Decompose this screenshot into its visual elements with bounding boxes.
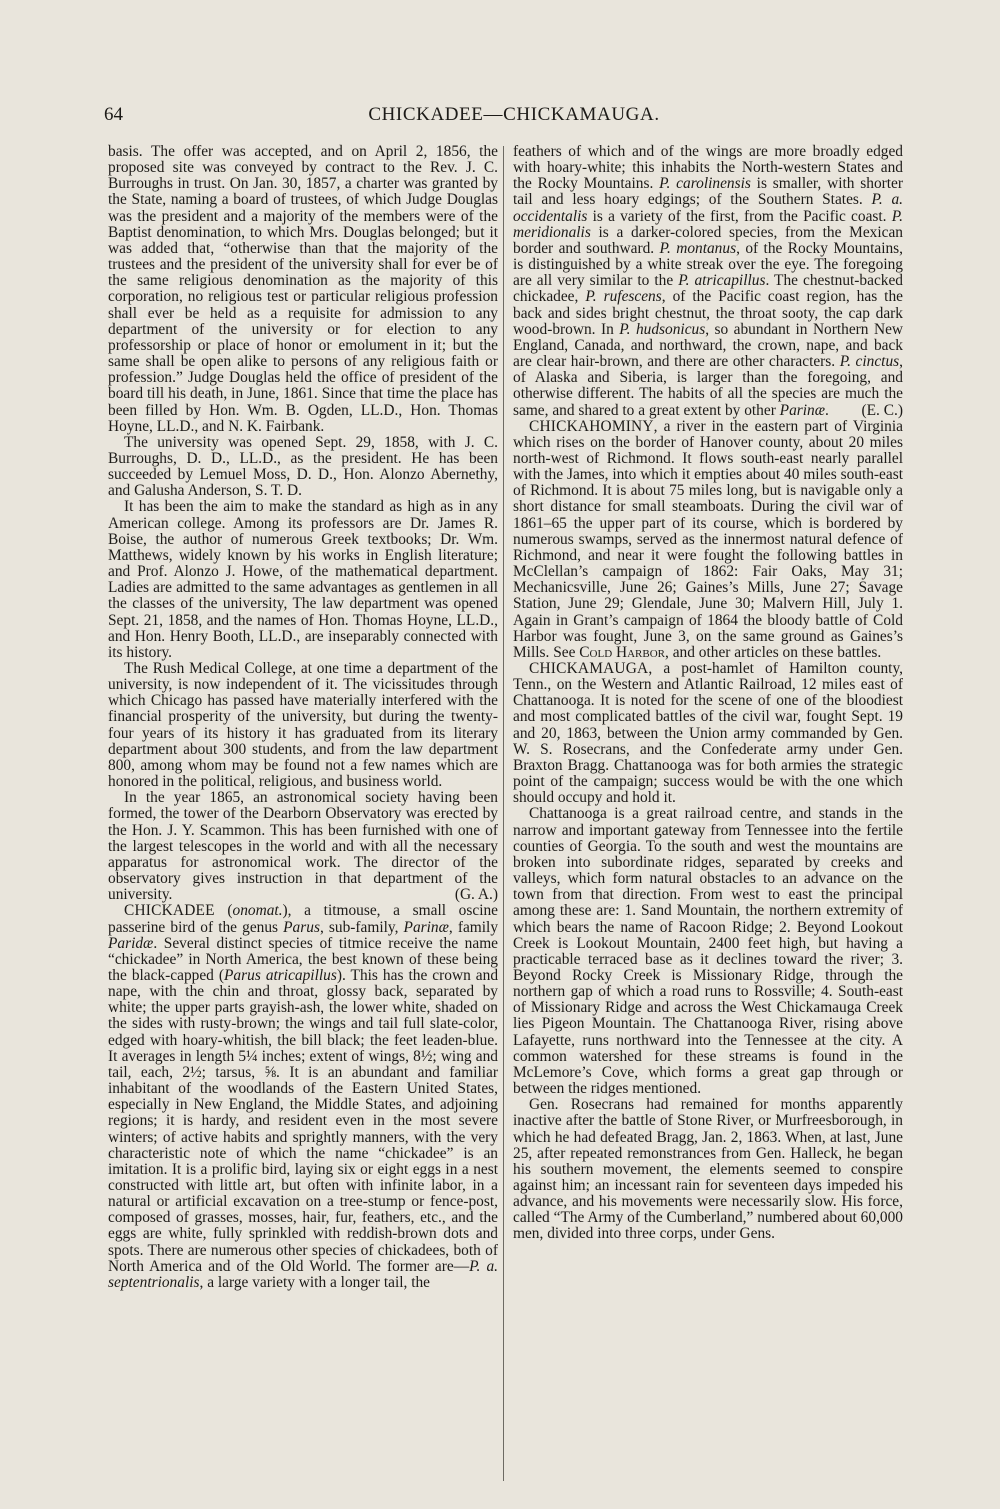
author-initials: (G. A.) — [454, 886, 498, 904]
species-name: P. meridionalis — [513, 207, 903, 241]
species-name: P. a. occidentalis — [513, 191, 903, 225]
page-number: 64 — [104, 104, 123, 125]
author-initials: (E. C.) — [861, 401, 903, 419]
entry-headword: CHICKAHOMINY — [529, 417, 654, 435]
entry-chickadee: CHICKADEE (onomat.), a titmouse, a small oscine passerine bird of the genus Parus, sub-family, Parinæ, family Paridæ. Several distinct species of titmice receive the name “chickadee” in North America, the best known of these being the black-capped (Parus atricapillus). This has the crown and nape, with the chin and throat, glossy back, separated by white; the upper parts grayish-ash, the lower white, shaded on the sides with rusty-brown; the wings and tail full slate-color, edged with hoary-whitish, the bill black; the feet leaden-blue. It averages in length 5¼ inches; extent of wings, 8½; wing and tail, each, 2½; tarsus, ⅝. It is an abundant and familiar inhabitant of the woodlands of the Eastern United States, especially in New England, the Middle States, and adjoining regions; it is hardy, and resident even in the most severe winters; of active habits and sprightly manners, with the very characteristic note of which the name “chickadee” is an imitation. It is a prolific bird, laying six or eight eggs in a nest constructed with little art, but often with infinite labor, in a natural or artificial excavation on a tree-stump or fence-post, composed of grasses, mosses, hair, fur, feathers, etc., and the eggs are white, fully sprinkled with reddish-brown dots and spots. There are numerous other species of chickadees, both of North America and of the Old World. The former are—P. a. septentrionalis, a large variety with a longer tail, the — [108, 902, 498, 1291]
left-column — [108, 144, 498, 1489]
entry-headword: CHICKADEE — [124, 902, 215, 920]
paragraph: Chattanooga is a great railroad centre, and stands in the narrow and important gateway from Tennessee into the fertile counties of Georgia. To the south and west the mountains are broken into subordinate ridges, separated by creeks and valleys, which form natural obstacles to an advance on the town from that direction. From west to east the principal among these are: 1. Sand Mountain, the northern extremity of which bears the name of Racoon Ridge; 2. Beyond Lookout Creek is Lookout Mountain, 2400 feet high, but having a practicable terraced base as it declines toward the river; 3. Beyond Rocky Creek is Missionary Ridge, through the northern gap of which a road runs to Rossville; 4. South-east of Missionary Ridge and across the West Chickamauga Creek lies Pigeon Mountain. The Chattanooga River, rising above Lafayette, runs northward into the Tennessee at the city. A common watershed for these streams is found in the McLemore’s Cove, which forms a great gap through or between the ridges mentioned. — [513, 805, 903, 1098]
entry-text: , family — [448, 918, 498, 936]
entry-text: , so abundant in Northern New England, Canada, and northward, the crown, nape, and back are clear hair-brown, and there are other characters. — [513, 320, 903, 371]
paragraph — [108, 790, 498, 903]
entry-headword: CHICKAMAUGA — [529, 660, 649, 677]
entry-text: , sub-family, — [319, 918, 404, 936]
entry-text: , a post-hamlet of Hamilton county, Tenn., on the Western and Atlantic Railroad, 12 miles east of Chattanooga. It is noted for the scene of one of the bloodiest and most complicated battles of the civil war, fought Sept. 19 and 20, 1863, between the Union army commanded by Gen. W. S. Rosecrans, and the Confederate army under Gen. Braxton Bragg. Chattanooga was for both armies the strategic point of the campaign; success would be with the one which should occupy and hold it. — [513, 660, 903, 807]
species-name: P. montanus — [659, 239, 737, 257]
subfamily-name: Parinæ — [779, 401, 825, 419]
species-name: Parus atricapillus — [224, 966, 337, 984]
entry-text: , a large variety with a longer tail, the — [199, 1273, 430, 1291]
subfamily-name: Parinæ — [403, 918, 449, 936]
entry-text: is smaller, with shorter tail and less hoary edgings; of the Southern States. — [513, 175, 903, 209]
entry-text: feathers of which and of the wings are more broadly edged with hoary-white; this inhabits the North-western States and the Rocky Mountains. — [513, 144, 903, 193]
etymology: onomat. — [232, 902, 283, 920]
page-header — [104, 104, 924, 136]
species-name: P. atricapillus — [678, 272, 766, 290]
entry-text: . — [825, 401, 829, 419]
species-name: P. cinctus — [839, 353, 900, 371]
species-name: P. rufescens — [585, 288, 662, 306]
running-head: CHICKADEE—CHICKAMAUGA. — [368, 104, 660, 125]
family-name: Paridæ — [108, 934, 154, 952]
species-name: P. a. septentrionalis — [108, 1257, 498, 1291]
entry-text: ), a titmouse, a small oscine passerine bird of the genus — [108, 902, 498, 936]
column-divider — [503, 146, 504, 1481]
species-name: P. carolinensis — [659, 175, 751, 193]
entry-text: , of the Rocky Mountains, is distinguished by a white streak over the eye. The foregoing are all very similar to the — [513, 239, 903, 290]
entry-text: , of the Pacific coast region, has the back and sides bright chestnut, the throat sooty, the cap dark wood-brown. In — [513, 288, 903, 338]
paragraph: Gen. Rosecrans had remained for months apparently inactive after the battle of Stone River, or Murfreesborough, in which he had defeated Bragg, Jan. 2, 1863. When, at last, June 25, after repeated remonstrances from Gen. Halleck, he began his southern movement, the elements seemed to conspire against him; an incessant rain for seventeen days impeded his advance, and his movements were necessarily slow. His force, called “The Army of the Cumberland,” numbered about 60,000 men, divided into three corps, under Gens. — [513, 1096, 903, 1243]
genus-name: Parus — [283, 918, 320, 936]
paragraph — [513, 144, 903, 419]
paragraph: basis. The offer was accepted, and on April 2, 1856, the proposed site was conveyed by contract to the Rev. J. C. Burroughs in trust. On Jan. 30, 1857, a charter was granted by the State, naming a board of trustees, of which Judge Douglas was the president and a majority of the members were of the Baptist denomination, to which Mrs. Douglas belonged; but it was added that, “otherwise than that the majority of the trustees and the president of the university shall for ever be of the same religious denomination as the majority of this corporation, no religious test or particular religious profession shall ever be held as a requisite for admission to any department of the university or for election to any professorship or place of honor or emolument in it; but the same shall be open alike to persons of any religious faith or profession.” Judge Douglas held the office of president of the board till his death, in June, 1861. Since that time the place has been filled by Hon. Wm. B. Ogden, LL.D., Hon. Thomas Hoyne, LL.D., and N. K. Fairbank. — [108, 144, 498, 435]
paragraph: It has been the aim to make the standard as high as in any American college. Among its professors are Dr. James R. Boise, the author of numerous Greek textbooks; Dr. Wm. Matthews, widely known by his works in English literature; and Prof. Alonzo J. Howe, of the mathematical department. Ladies are admitted to the same advantages as gentlemen in all the classes of the university, The law department was opened Sept. 21, 1858, and the names of Hon. Thomas Hoyne, LL.D., and Hon. Henry Booth, LL.D., are inseparably connected with its history. — [108, 498, 498, 661]
entry-text: ). This has the crown and nape, with the chin and throat, glossy back, separated by white; the upper parts grayish-ash, the lower white, shaded on the sides with rusty-brown; the wings and tail full slate-color, edged with hoary-whitish, the bill black; the feet leaden-blue. It averages in length 5¼ inches; extent of wings, 8½; wing and tail, each, 2½; tarsus, ⅝. It is an abundant and familiar inhabitant of the woodlands of the Eastern United States, especially in New England, the Middle States, and adjoining regions; it is hardy, and resident even in the most severe winters; of active habits and sprightly manners, with the very characteristic note of which the name “chickadee” is an imitation. It is a prolific bird, laying six or eight eggs in a nest constructed with little art, but often with infinite labor, in a natural or artificial excavation on a tree-stump or fence-post, composed of grasses, mosses, hair, fur, feathers, etc., and the eggs are white, fully sprinkled with reddish-brown dots and spots. There are numerous other species of chickadees, both of North America and of the Old World. The former are— — [108, 966, 498, 1275]
entry-text: . The chestnut-backed chickadee, — [513, 272, 903, 306]
entry-text: . Several distinct species of titmice receive the name “chickadee” in North America, the best known of these being the black-capped ( — [108, 934, 498, 984]
paragraph: The university was opened Sept. 29, 1858, with J. C. Burroughs, D. D., LL.D., as the president. He has been succeeded by Lemuel Moss, D. D., Hon. Alonzo Abernethy, and Galusha Anderson, S. T. D. — [108, 433, 498, 500]
species-name: P. hudsonicus — [619, 320, 706, 338]
entry-text: , of Alaska and Siberia, is larger than the foregoing, and otherwise different. The habits of all the species are much the same, and shared to a great extent by other — [513, 353, 903, 419]
entry-text: is a darker-colored species, from the Mexican border and southward. — [513, 223, 903, 257]
entry-chickamauga — [513, 661, 903, 806]
entry-chickahominy — [513, 419, 903, 661]
entry-text: , and other articles on these battles. — [665, 643, 882, 661]
paragraph: The Rush Medical College, at one time a department of the university, is now independent of it. The vicissitudes through which Chicago has passed have materially interfered with the financial prosperity of the university, but during the twenty-four years of its history it has graduated from its literary department about 300 students, and from the law department 800, among whom may be found not a few names which are honored in the political, religious, and business world. — [108, 660, 498, 791]
paragraph-text: In the year 1865, an astronomical society having been formed, the tower of the Dearborn Observatory was erected by the Hon. J. Y. Scammon. This has been furnished with one of the largest telescopes in the world and with all the necessary apparatus for astronomical work. The director of the observatory gives instruction in that department of the university. — [108, 789, 498, 904]
entry-text: , a river in the eastern part of Virginia which rises on the border of Hanover county, about 20 miles north-west of Richmond. It flows south-east nearly parallel with the James, into which it empties about 40 miles south-east of Richmond. It is about 75 miles long, but is navigable only a short distance for small steamboats. During the civil war of 1861–65 the upper part of its course, which is bordered by numerous swamps, served as the innermost natural defence of Richmond, and near it were fought the following battles in McClellan’s campaign of 1862: Fair Oaks, May 31; Mechanicsville, June 26; Gaines’s Mills, June 27; Savage Station, June 29; Glendale, June 30; Malvern Hill, July 1. Again in Grant’s campaign of 1864 the bloody battle of Cold Harbor was fought, June 3, on the same ground as Gaines’s Mills. See — [513, 417, 903, 661]
cross-reference: Cold Harbor — [579, 643, 666, 661]
right-column — [513, 144, 903, 1489]
entry-text: is a variety of the first, from the Pacific coast. — [587, 207, 892, 225]
